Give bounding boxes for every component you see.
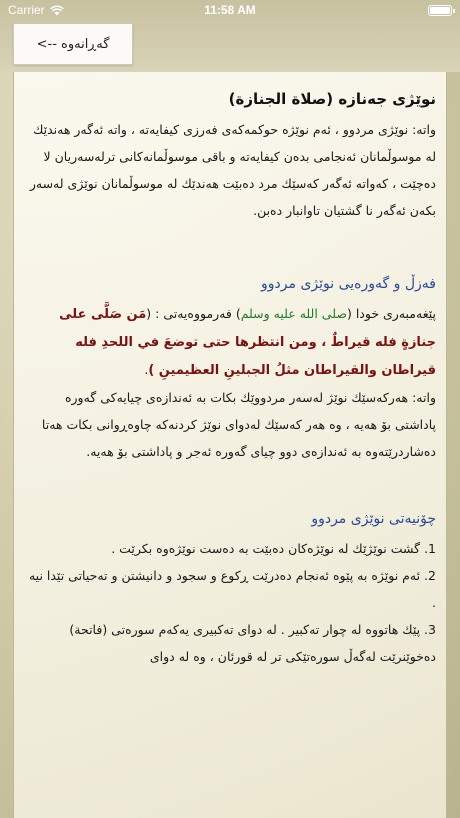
section-text-virtue: واتە: هەرکەسێك نوێژ لەسەر مردووێك بکات بە ئەندازەی چیایەکی گەورە پاداشتی بۆ هەیە ، وە هەر کەسێك لەدوای نوێژ کردنەکە چاوەڕوانی بکات هەتا دەشاردرێتەوە بە ئەندازەی دوو چیای گەورە ئەجر و پاداشتی بۆ هەیە. [41,390,436,459]
hadith-intro-post: ) فەرمووەیەتی : ( [146,306,241,321]
list-item: 3. پێك هاتووە لە چوار تەکبیر . لە دوای تەکبیری یەکەم سورەتی (فاتحة) دەخوێنرێت لەگەڵ سورەتێکی تر لە قورئان ، وە لە دوای [69,622,436,664]
hadith-text: مَن صَلَّى على جنازةٍ فله قيراطٌ ، ومن انتظرها حتى توضعَ في اللحدِ فله قيراطان والقيراطان مثلُ الجبلينِ العظيمينِ ) [59,307,436,378]
content-card[interactable] [13,72,447,818]
status-bar [0,0,460,20]
section-text-funeral-prayer: واتە: نوێژی مردوو ، ئەم نوێژە حوکمەکەی فەرزی کیفایەتە ، واتە ئەگەر هەندێك لە موسوڵمانان ئەنجامی بدەن کیفایەتە و باقی موسوڵمانەکانی ترلەسەریان لا دەچێت ، کەواتە ئەگەر کەسێك مرد دەبێت هەندێك لە موسوڵمانان نوێژی لەسەر بکەن ئەگەر نا گشتیان تاوانبار دەبن. [29,122,436,218]
hadith-paragraph [24,300,436,384]
list-item: 1. گشت نوێژێك لە نوێژەکان دەبێت بە دەست نوێژەوە بکرێت . [111,541,436,556]
hadith-intro-pre: پێغەمبەری خودا ( [346,306,436,321]
status-time: 11:58 AM [204,3,256,17]
hadith-end: . [144,362,149,377]
steps-list [24,535,436,670]
back-button[interactable]: گەڕانەوە --> [13,23,133,65]
list-item: 2. ئەم نوێژە بە پێوە ئەنجام دەدرێت ڕکوع و سجود و دانیشتن و تەحیاتی تێدا نیە . [28,568,436,610]
section-title-funeral-prayer: نوێژی جەنازە (صلاة الجنازة) [228,90,436,108]
wifi-icon [50,5,64,16]
salawat-text: صلى الله عليه وسلم [240,306,347,321]
status-left [8,3,64,17]
battery-icon [428,5,452,16]
carrier-label: Carrier [8,3,45,17]
section-title-virtue: فەزڵ و گەورەیی نوێژی مردوو [261,276,436,292]
section-title-method: چۆنیەتی نوێژی مردوو [311,511,436,527]
